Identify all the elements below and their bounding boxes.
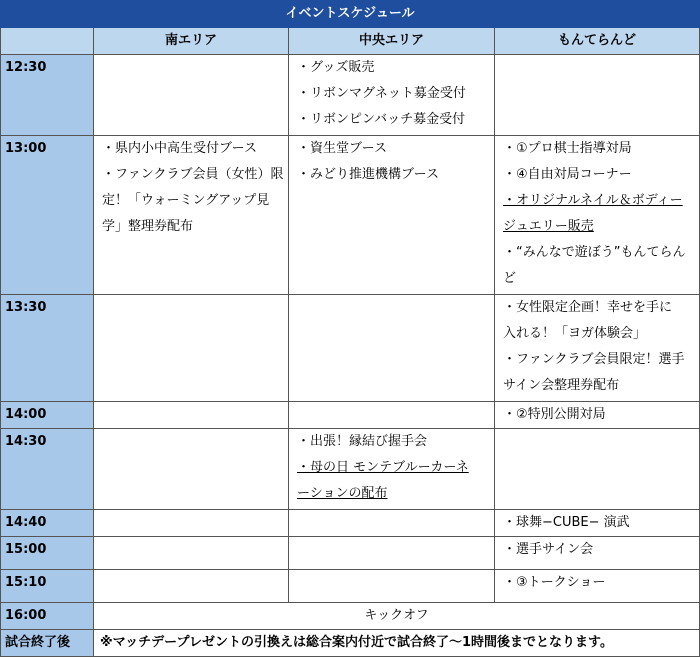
event-item: 定！「ウォーミングアップ見	[102, 193, 270, 208]
monterando-cell	[495, 402, 700, 429]
time-cell: 12:30	[1, 55, 94, 136]
event-item: ・球舞−CUBE− 演武	[503, 515, 630, 530]
south-cell	[94, 136, 289, 295]
center-cell	[289, 402, 495, 429]
south-cell	[94, 55, 289, 136]
center-cell	[289, 136, 495, 295]
table-row	[1, 603, 700, 630]
center-cell	[289, 510, 495, 537]
time-cell: 16:00	[1, 603, 94, 630]
event-item: 学」整理券配布	[102, 219, 194, 234]
center-cell	[289, 537, 495, 570]
event-item: ・選手サイン会	[503, 542, 594, 557]
center-cell	[289, 429, 495, 510]
table-row	[1, 537, 700, 570]
event-item: ・リボンマグネット募金受付	[297, 86, 466, 101]
event-item: ・②特別公開対局	[503, 407, 606, 422]
header-time	[1, 28, 94, 55]
event-item: ・“みんなで遊ぼう”もんてらん	[503, 245, 686, 260]
schedule-title: イベントスケジュール	[1, 1, 700, 28]
time-cell: 15:10	[1, 570, 94, 603]
event-item: ・ファンクラブ会員（女性）限	[102, 167, 284, 182]
event-item: ・①プロ棋士指導対局	[503, 141, 632, 156]
south-cell	[94, 429, 289, 510]
event-item-link[interactable]: ーションの配布	[297, 486, 388, 501]
event-item: ・リボンピンバッチ募金受付	[297, 112, 466, 127]
header-monterando: もんてらんど	[495, 28, 700, 55]
time-cell: 14:30	[1, 429, 94, 510]
south-cell	[94, 570, 289, 603]
south-cell	[94, 295, 289, 402]
kickoff-cell: キックオフ	[94, 603, 700, 630]
event-item-link[interactable]: ・オリジナルネイル＆ボディー	[503, 193, 683, 208]
event-item: ・資生堂ブース	[297, 141, 387, 156]
table-row	[1, 295, 700, 402]
monterando-cell	[495, 136, 700, 295]
event-item: ど	[503, 271, 517, 286]
table-row	[1, 429, 700, 510]
monterando-cell	[495, 429, 700, 510]
time-cell: 15:00	[1, 537, 94, 570]
event-item: ・④自由対局コーナー	[503, 167, 632, 182]
south-cell	[94, 537, 289, 570]
event-item: 入れる！「ヨガ体験会」	[503, 326, 647, 341]
center-cell	[289, 570, 495, 603]
center-cell	[289, 295, 495, 402]
monterando-cell	[495, 510, 700, 537]
monterando-cell	[495, 570, 700, 603]
event-item: ・みどり推進機構ブース	[297, 167, 439, 182]
monterando-cell	[495, 537, 700, 570]
monterando-cell	[495, 295, 700, 402]
event-item: ・県内小中高生受付ブース	[102, 141, 257, 156]
south-cell	[94, 402, 289, 429]
south-cell	[94, 510, 289, 537]
event-item: ・グッズ販売	[297, 60, 375, 75]
event-item: サイン会整理券配布	[503, 378, 620, 393]
header-center-area: 中央エリア	[289, 28, 495, 55]
table-row	[1, 510, 700, 537]
time-cell: 13:00	[1, 136, 94, 295]
table-row	[1, 55, 700, 136]
time-cell: 14:00	[1, 402, 94, 429]
table-row	[1, 570, 700, 603]
event-item: ・ファンクラブ会員限定！選手	[503, 352, 685, 367]
time-cell: 14:40	[1, 510, 94, 537]
event-item: ・③トークショー	[503, 575, 606, 590]
event-item-link[interactable]: ・母の日 モンテブルーカーネ	[297, 460, 469, 475]
time-cell: 13:30	[1, 295, 94, 402]
time-cell: 試合終了後	[1, 630, 94, 657]
matchday-present-note: ※マッチデープレゼントの引換えは総合案内付近で試合終了～1時間後までとなります。	[94, 630, 700, 657]
header-south-area: 南エリア	[94, 28, 289, 55]
monterando-cell	[495, 55, 700, 136]
table-row	[1, 136, 700, 295]
event-item-link[interactable]: ジュエリー販売	[503, 219, 594, 234]
event-item: ・女性限定企画！幸せを手に	[503, 300, 673, 315]
table-row	[1, 402, 700, 429]
table-row	[1, 630, 700, 657]
event-item: ・出張！縁結び握手会	[297, 434, 428, 449]
center-cell	[289, 55, 495, 136]
